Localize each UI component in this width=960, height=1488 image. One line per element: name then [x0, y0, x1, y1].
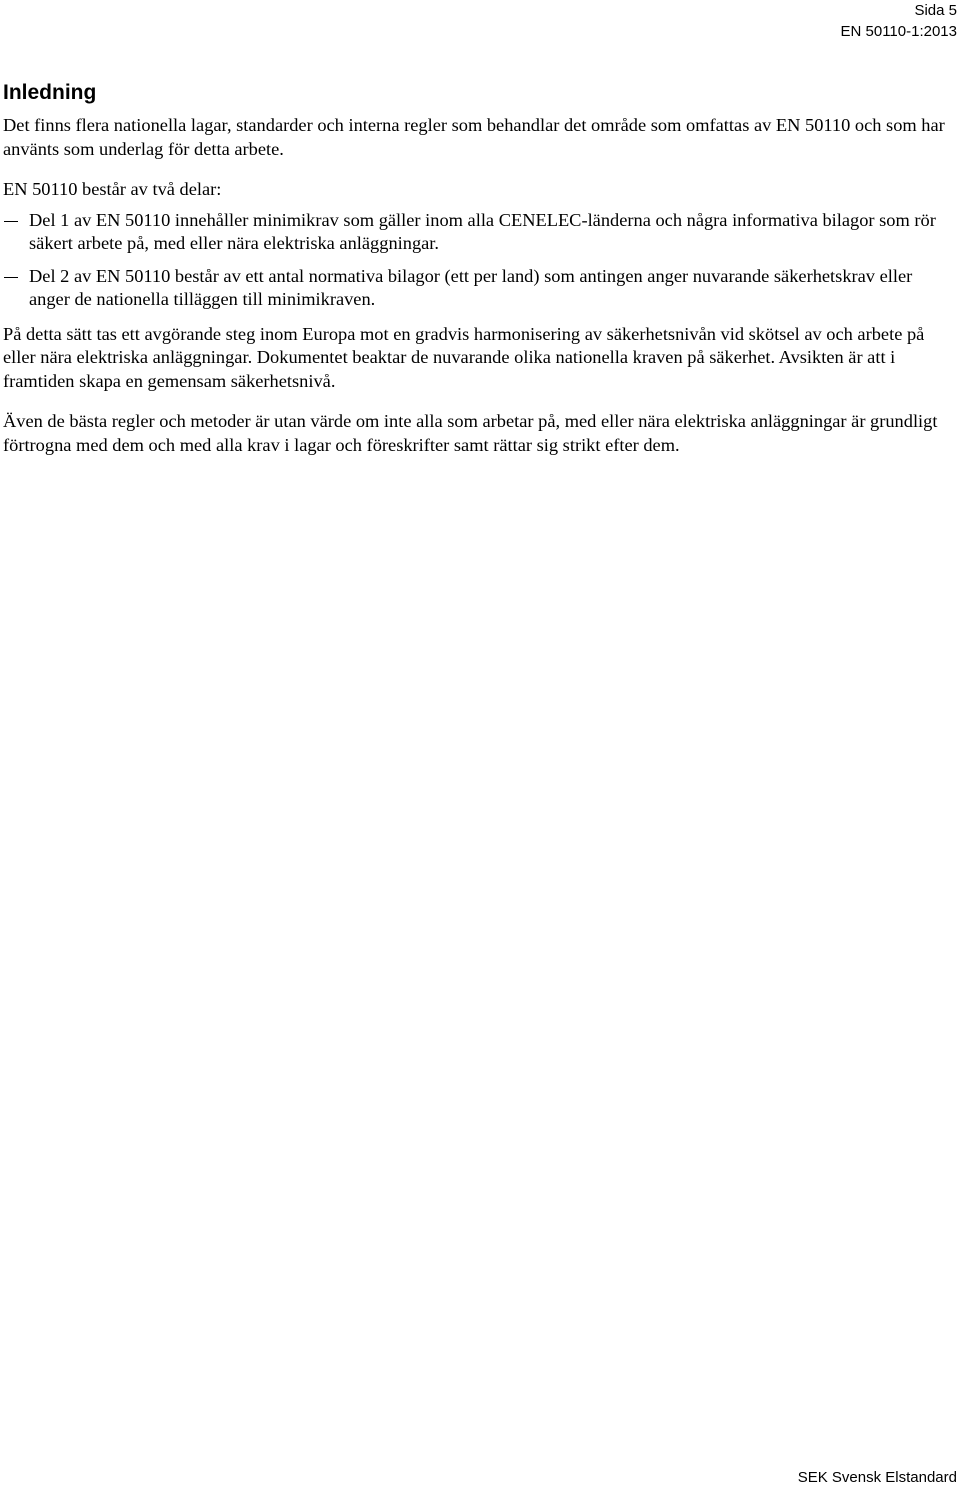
document-body: [3, 78, 955, 474]
list-item: [3, 265, 955, 312]
list-item: [3, 209, 955, 256]
page-footer: SEK Svensk Elstandard: [797, 1469, 957, 1486]
page-header: [841, 0, 957, 42]
harmonisation-paragraph: På detta sätt tas ett avgörande steg inom Europa mot en gradvis harmonisering av säkerhetsnivån vid skötsel av och arbete på eller nära elektriska anläggningar. Dokumentet beaktar de nuvarande olika nationella kraven på säkerhet. Avsikten är att i framtiden skapa en gemensam säkerhetsnivå.: [3, 323, 925, 391]
section-heading: Inledning: [3, 81, 97, 104]
parts-lead-paragraph: EN 50110 består av två delar:: [3, 179, 222, 199]
closing-paragraph: Även de bästa regler och metoder är utan värde om inte alla som arbetar på, med eller nära elektriska anläggningar är grundligt förtrogna med dem och med alla krav i lagar och föreskrifter samt rättar sig strikt efter dem.: [3, 411, 938, 455]
list-item-text: Del 2 av EN 50110 består av ett antal normativa bilagor (ett per land) som antingen anger nuvarande säkerhetskrav eller anger de nationella tilläggen till minimikraven.: [29, 265, 913, 309]
document-id: EN 50110-1:2013: [840, 23, 957, 40]
parts-list: [3, 209, 955, 312]
list-item-text: Del 1 av EN 50110 innehåller minimikrav som gäller inom alla CENELEC-länderna och några informativa bilagor som rör säkert arbete på, med eller nära elektriska anläggningar.: [29, 209, 936, 253]
page-number: Sida 5: [914, 2, 957, 19]
intro-paragraph: Det finns flera nationella lagar, standarder och interna regler som behandlar det område som omfattas av EN 50110 och som har använts som underlag för detta arbete.: [3, 115, 945, 159]
